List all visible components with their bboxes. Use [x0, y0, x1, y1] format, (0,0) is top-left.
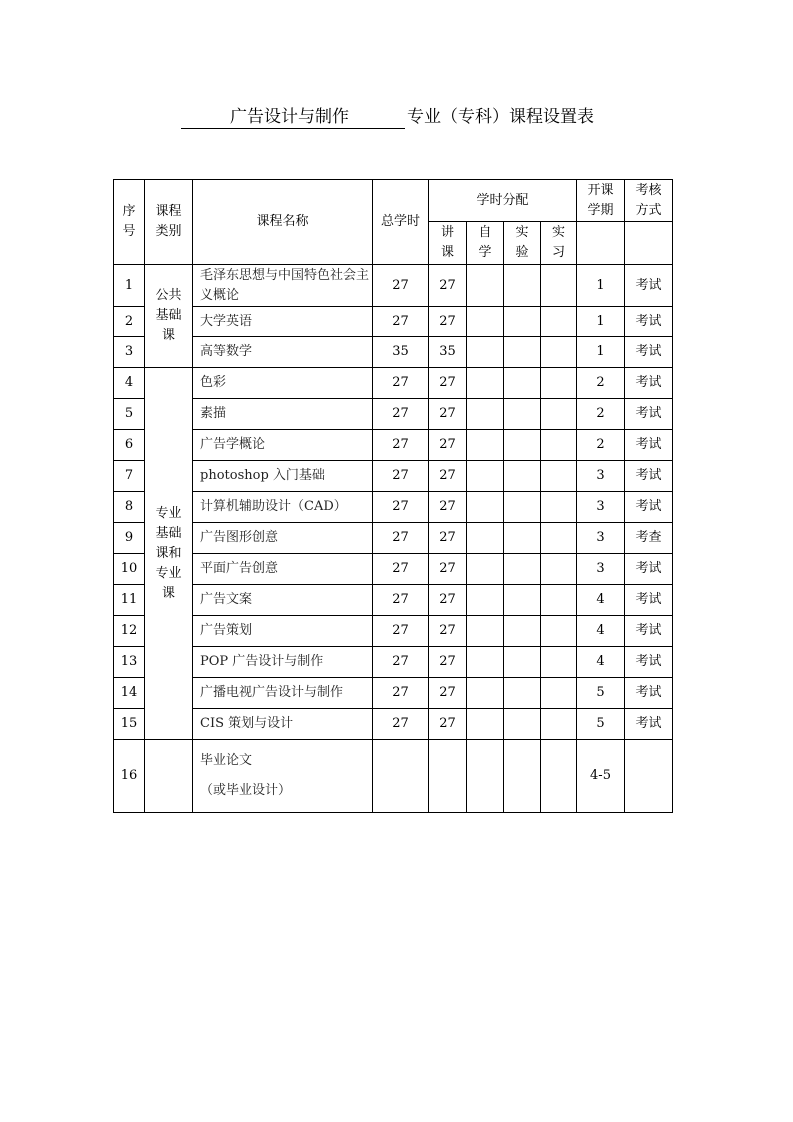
cell-name: 计算机辅助设计（CAD） — [193, 492, 373, 523]
cell-lecture: 27 — [429, 678, 467, 709]
cell-self-study — [467, 523, 504, 554]
cell-exam: 考试 — [625, 492, 673, 523]
cell-total: 27 — [373, 523, 429, 554]
cell-name: 素描 — [193, 399, 373, 430]
cell-exam: 考查 — [625, 523, 673, 554]
table-row — [114, 337, 673, 368]
cell-name — [193, 740, 373, 813]
cell-exam: 考试 — [625, 554, 673, 585]
cell-exam: 考试 — [625, 307, 673, 337]
cell-practice — [541, 523, 577, 554]
cell-seq: 12 — [114, 616, 145, 647]
cell-total — [373, 740, 429, 813]
cell-practice — [541, 740, 577, 813]
cell-total: 27 — [373, 709, 429, 740]
cell-semester: 3 — [577, 461, 625, 492]
header-exam-line2: 方式 — [635, 202, 662, 218]
header-experiment — [504, 222, 541, 265]
cell-category-blank — [145, 740, 193, 813]
cell-exam: 考试 — [625, 678, 673, 709]
cell-exam: 考试 — [625, 265, 673, 307]
cell-semester: 3 — [577, 492, 625, 523]
cell-self-study — [467, 585, 504, 616]
cell-exam: 考试 — [625, 709, 673, 740]
header-practice-line1: 实 — [551, 225, 565, 240]
category-public — [145, 265, 193, 368]
cell-name: 毛泽东思想与中国特色社会主义概论 — [193, 265, 373, 307]
cell-practice — [541, 647, 577, 678]
cell-lecture: 35 — [429, 337, 467, 368]
cell-total: 35 — [373, 337, 429, 368]
cell-exam: 考试 — [625, 616, 673, 647]
cell-semester: 4 — [577, 585, 625, 616]
cell-lecture: 27 — [429, 461, 467, 492]
cell-total: 27 — [373, 399, 429, 430]
cell-name: 色彩 — [193, 368, 373, 399]
cell-seq: 8 — [114, 492, 145, 523]
cell-seq: 4 — [114, 368, 145, 399]
cell-seq: 16 — [114, 740, 145, 813]
cell-experiment — [504, 647, 541, 678]
document-title — [0, 104, 793, 134]
category-public-line1: 公共 — [155, 288, 182, 303]
table-row — [114, 307, 673, 337]
header-experiment-line1: 实 — [515, 225, 529, 240]
header-total: 总学时 — [373, 180, 429, 265]
category-major — [145, 368, 193, 740]
cell-name: CIS 策划与设计 — [193, 709, 373, 740]
cell-self-study — [467, 740, 504, 813]
cell-lecture: 27 — [429, 709, 467, 740]
cell-semester: 4 — [577, 647, 625, 678]
cell-practice — [541, 265, 577, 307]
cell-practice — [541, 709, 577, 740]
cell-lecture: 27 — [429, 492, 467, 523]
cell-practice — [541, 678, 577, 709]
cell-total: 27 — [373, 368, 429, 399]
category-major-line2: 基础 — [155, 525, 182, 541]
cell-self-study — [467, 678, 504, 709]
cell-total: 27 — [373, 265, 429, 307]
cell-seq: 15 — [114, 709, 145, 740]
cell-experiment — [504, 554, 541, 585]
cell-semester: 1 — [577, 307, 625, 337]
cell-experiment — [504, 265, 541, 307]
cell-semester: 4-5 — [577, 740, 625, 813]
cell-self-study — [467, 307, 504, 337]
cell-total: 27 — [373, 678, 429, 709]
cell-total: 27 — [373, 307, 429, 337]
table-row — [114, 647, 673, 678]
cell-practice — [541, 616, 577, 647]
cell-total: 27 — [373, 585, 429, 616]
cell-experiment — [504, 678, 541, 709]
header-experiment-line2: 验 — [515, 245, 529, 260]
table-row — [114, 523, 673, 554]
cell-lecture: 27 — [429, 554, 467, 585]
table-row — [114, 461, 673, 492]
header-seq — [114, 180, 145, 265]
table-row — [114, 585, 673, 616]
cell-total: 27 — [373, 430, 429, 461]
cell-semester: 3 — [577, 523, 625, 554]
category-major-line3: 课和 — [155, 545, 182, 561]
cell-self-study — [467, 399, 504, 430]
header-self-study — [467, 222, 504, 265]
cell-self-study — [467, 647, 504, 678]
table-row — [114, 492, 673, 523]
cell-semester: 1 — [577, 265, 625, 307]
cell-practice — [541, 307, 577, 337]
cell-seq: 14 — [114, 678, 145, 709]
title-major-name: 广告设计与制作 — [230, 107, 349, 127]
cell-exam: 考试 — [625, 399, 673, 430]
cell-practice — [541, 337, 577, 368]
cell-name-line1: 毕业论文 — [200, 753, 253, 768]
table-row — [114, 265, 673, 307]
cell-self-study — [467, 616, 504, 647]
cell-experiment — [504, 368, 541, 399]
cell-self-study — [467, 430, 504, 461]
category-public-line3: 课 — [161, 328, 175, 343]
cell-semester: 3 — [577, 554, 625, 585]
cell-semester: 2 — [577, 430, 625, 461]
cell-experiment — [504, 616, 541, 647]
cell-self-study — [467, 709, 504, 740]
cell-semester: 2 — [577, 399, 625, 430]
cell-name: photoshop 入门基础 — [193, 461, 373, 492]
cell-lecture: 27 — [429, 585, 467, 616]
cell-seq: 1 — [114, 265, 145, 307]
table-row — [114, 678, 673, 709]
table-row — [114, 368, 673, 399]
cell-exam: 考试 — [625, 461, 673, 492]
cell-practice — [541, 461, 577, 492]
cell-seq: 10 — [114, 554, 145, 585]
cell-name-line2: （或毕业设计） — [200, 783, 292, 798]
category-major-line1: 专业 — [155, 505, 182, 521]
cell-name: 大学英语 — [193, 307, 373, 337]
cell-experiment — [504, 399, 541, 430]
cell-self-study — [467, 337, 504, 368]
header-semester-line1: 开课 — [587, 182, 614, 198]
cell-total: 27 — [373, 647, 429, 678]
cell-lecture: 27 — [429, 616, 467, 647]
cell-practice — [541, 368, 577, 399]
cell-self-study — [467, 554, 504, 585]
cell-name: POP 广告设计与制作 — [193, 647, 373, 678]
header-self-study-line2: 学 — [478, 245, 492, 260]
header-practice — [541, 222, 577, 265]
header-lecture-line1: 讲 — [440, 225, 454, 240]
header-exam-line1: 考核 — [635, 182, 662, 198]
category-major-line5: 课 — [161, 585, 175, 601]
header-category — [145, 180, 193, 265]
cell-lecture — [429, 740, 467, 813]
header-seq-line2: 号 — [122, 224, 136, 239]
cell-self-study — [467, 368, 504, 399]
header-semester-line2: 学期 — [587, 202, 614, 218]
cell-practice — [541, 399, 577, 430]
cell-experiment — [504, 430, 541, 461]
cell-experiment — [504, 337, 541, 368]
table-row — [114, 709, 673, 740]
cell-semester: 2 — [577, 368, 625, 399]
cell-seq: 5 — [114, 399, 145, 430]
cell-lecture: 27 — [429, 307, 467, 337]
cell-experiment — [504, 461, 541, 492]
cell-seq: 11 — [114, 585, 145, 616]
title-text: 专业（专科）课程设置表 — [407, 107, 594, 127]
header-exam — [625, 180, 673, 222]
table-row — [114, 616, 673, 647]
cell-name: 广告学概论 — [193, 430, 373, 461]
cell-experiment — [504, 307, 541, 337]
cell-seq: 13 — [114, 647, 145, 678]
cell-exam — [625, 740, 673, 813]
cell-semester: 5 — [577, 709, 625, 740]
cell-semester: 4 — [577, 616, 625, 647]
cell-seq: 7 — [114, 461, 145, 492]
cell-total: 27 — [373, 616, 429, 647]
cell-total: 27 — [373, 554, 429, 585]
cell-lecture: 27 — [429, 399, 467, 430]
cell-self-study — [467, 492, 504, 523]
cell-seq: 2 — [114, 307, 145, 337]
cell-practice — [541, 492, 577, 523]
category-public-line2: 基础 — [155, 308, 182, 323]
cell-name: 广告策划 — [193, 616, 373, 647]
header-allocation: 学时分配 — [429, 180, 577, 222]
cell-lecture: 27 — [429, 430, 467, 461]
header-category-line2: 类别 — [155, 224, 182, 239]
header-lecture-line2: 课 — [440, 245, 454, 260]
header-lecture — [429, 222, 467, 265]
header-self-study-line1: 自 — [478, 225, 492, 240]
cell-self-study — [467, 265, 504, 307]
cell-total: 27 — [373, 461, 429, 492]
cell-name: 平面广告创意 — [193, 554, 373, 585]
course-table — [113, 179, 673, 813]
cell-experiment — [504, 709, 541, 740]
table-row — [114, 554, 673, 585]
cell-name: 广播电视广告设计与制作 — [193, 678, 373, 709]
cell-seq: 6 — [114, 430, 145, 461]
cell-name: 广告图形创意 — [193, 523, 373, 554]
cell-name: 广告文案 — [193, 585, 373, 616]
header-practice-line2: 习 — [551, 245, 565, 260]
table-row — [114, 740, 673, 813]
header-seq-line1: 序 — [122, 204, 136, 219]
cell-semester: 1 — [577, 337, 625, 368]
cell-exam: 考试 — [625, 430, 673, 461]
header-semester — [577, 180, 625, 222]
table-row — [114, 430, 673, 461]
cell-lecture: 27 — [429, 368, 467, 399]
cell-experiment — [504, 585, 541, 616]
cell-lecture: 27 — [429, 647, 467, 678]
cell-name: 高等数学 — [193, 337, 373, 368]
cell-seq: 3 — [114, 337, 145, 368]
header-semester-blank — [577, 222, 625, 265]
cell-exam: 考试 — [625, 585, 673, 616]
header-category-line1: 课程 — [155, 204, 182, 219]
cell-exam: 考试 — [625, 337, 673, 368]
cell-self-study — [467, 461, 504, 492]
cell-experiment — [504, 492, 541, 523]
cell-experiment — [504, 523, 541, 554]
cell-exam: 考试 — [625, 647, 673, 678]
cell-practice — [541, 585, 577, 616]
header-exam-blank — [625, 222, 673, 265]
table-row — [114, 399, 673, 430]
cell-seq: 9 — [114, 523, 145, 554]
category-major-line4: 专业 — [155, 565, 182, 581]
cell-experiment — [504, 740, 541, 813]
cell-lecture: 27 — [429, 265, 467, 307]
cell-exam: 考试 — [625, 368, 673, 399]
cell-total: 27 — [373, 492, 429, 523]
cell-practice — [541, 554, 577, 585]
header-name: 课程名称 — [193, 180, 373, 265]
cell-semester: 5 — [577, 678, 625, 709]
cell-practice — [541, 430, 577, 461]
cell-lecture: 27 — [429, 523, 467, 554]
